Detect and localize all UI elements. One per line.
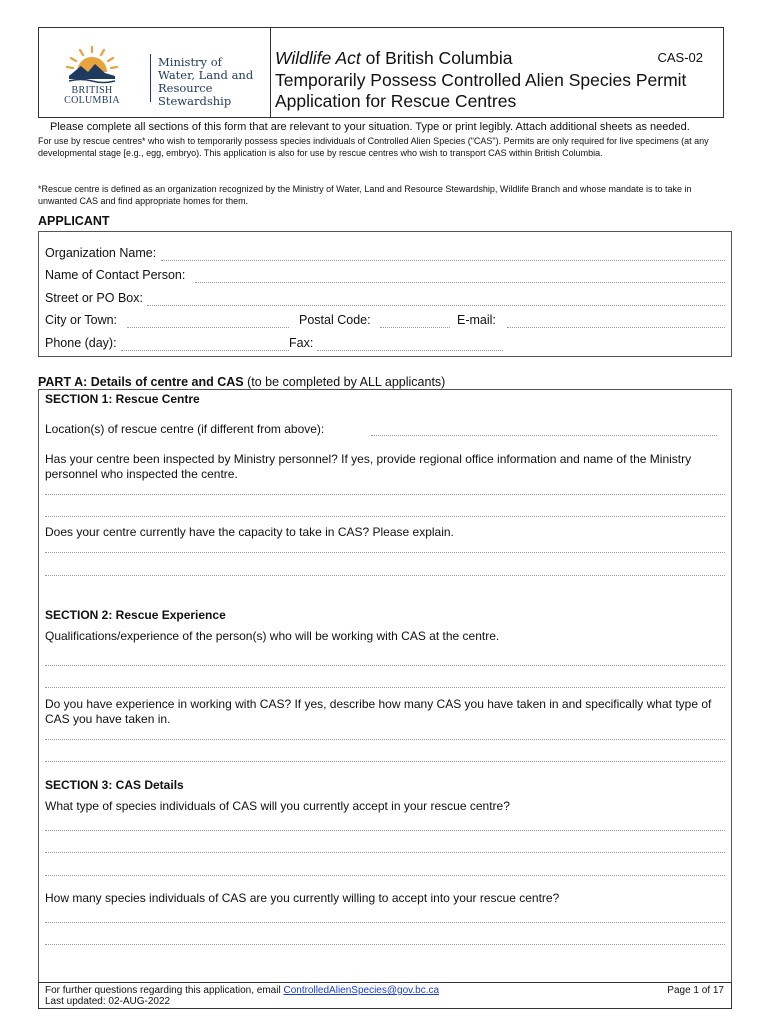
- rescue-centre-definition: *Rescue centre is defined as an organization recognized by the Ministry of Water, Land and Resource Stewardship, Wildlife Branch and whose mandate is to take in unwanted CAS and find appropriate homes for them.: [38, 184, 692, 206]
- form-title-line1: Wildlife Act of British Columbia: [275, 48, 513, 68]
- species-type-question: What type of species individuals of CAS will you currently accept in your rescue centre?: [45, 799, 510, 813]
- part-a-heading: PART A: Details of centre and CAS (to be completed by ALL applicants): [38, 375, 446, 389]
- postal-code-label: Postal Code:: [299, 313, 371, 327]
- last-updated: Last updated: 02-AUG-2022: [45, 996, 171, 1007]
- org-name-label: Organization Name:: [45, 246, 157, 260]
- qualifications-answer-line-2[interactable]: [45, 687, 725, 688]
- city-label: City or Town:: [45, 313, 118, 327]
- form-number: CAS-02: [657, 50, 703, 65]
- phone-label: Phone (day):: [45, 336, 117, 350]
- page-footer: [38, 982, 732, 1009]
- section1-heading: SECTION 1: Rescue Centre: [45, 392, 200, 406]
- applicant-box: [38, 231, 732, 357]
- species-type-answer-line-1[interactable]: [45, 830, 725, 831]
- qualifications-answer-line-1[interactable]: [45, 665, 725, 666]
- part-a-box: [38, 389, 732, 983]
- footer-contact: For further questions regarding this application, email ControlledAlienSpecies@gov.bc.ca Last updated: 02-AUG-2022: [45, 985, 440, 1007]
- ministry-name: Ministry of Water, Land and Resource Stewardship: [158, 55, 254, 108]
- street-field[interactable]: [147, 305, 725, 306]
- contact-name-field[interactable]: [195, 282, 725, 283]
- fax-field[interactable]: [317, 350, 503, 351]
- header-divider: [270, 28, 271, 117]
- email-field[interactable]: [507, 327, 725, 328]
- applicant-heading: APPLICANT: [38, 214, 110, 228]
- email-label: E-mail:: [457, 313, 496, 327]
- phone-field[interactable]: [121, 350, 289, 351]
- species-type-answer-line-2[interactable]: [45, 852, 725, 853]
- form-title-line2: Temporarily Possess Controlled Alien Species Permit: [275, 70, 687, 90]
- species-count-question: How many species individuals of CAS are you currently willing to accept into your rescue centre?: [45, 891, 560, 905]
- form-title-line3: Application for Rescue Centres: [275, 91, 517, 111]
- logo-divider: [150, 54, 151, 102]
- page-number: Page 1 of 17: [667, 985, 724, 996]
- section3-heading: SECTION 3: CAS Details: [45, 778, 184, 792]
- form-intro: For use by rescue centres* who wish to temporarily possess species individuals of Controlled Alien Species ("CAS"). Permits are only required for live specimens (at any developmental stage [e.g., egg, embryo). This application is also for use by rescue centres who wish to transport CAS within British Columbia.: [38, 136, 709, 158]
- species-count-answer-line-2[interactable]: [45, 944, 725, 945]
- cas-experience-answer-line-1[interactable]: [45, 739, 725, 740]
- cas-experience-question: Do you have experience in working with CAS? If yes, describe how many CAS you have taken in and specifically what type of CAS you have taken in.: [45, 697, 712, 726]
- form-header: [38, 27, 724, 118]
- capacity-answer-line-2[interactable]: [45, 575, 725, 576]
- inspection-answer-line-1[interactable]: [45, 494, 725, 495]
- capacity-answer-line-1[interactable]: [45, 552, 725, 553]
- section2-heading: SECTION 2: Rescue Experience: [45, 608, 226, 622]
- street-label: Street or PO Box:: [45, 291, 143, 305]
- location-field[interactable]: [371, 435, 717, 436]
- species-type-answer-line-3[interactable]: [45, 875, 725, 876]
- form-instructions: Please complete all sections of this form that are relevant to your situation. Type or print legibly. Attach additional sheets as needed.: [50, 121, 690, 133]
- cas-experience-answer-line-2[interactable]: [45, 761, 725, 762]
- species-count-answer-line-1[interactable]: [45, 922, 725, 923]
- location-question: Location(s) of rescue centre (if different from above):: [45, 422, 325, 436]
- inspection-question: Has your centre been inspected by Ministry personnel? If yes, provide regional office information and name of the Ministry personnel who inspected the centre.: [45, 452, 692, 481]
- bc-sun-mountain-icon: [61, 46, 123, 86]
- fax-label: Fax:: [289, 336, 314, 350]
- inspection-answer-line-2[interactable]: [45, 516, 725, 517]
- bc-wordmark: BRITISH COLUMBIA: [64, 85, 120, 106]
- bc-government-logo: [61, 46, 261, 108]
- postal-code-field[interactable]: [380, 327, 450, 328]
- capacity-question: Does your centre currently have the capacity to take in CAS? Please explain.: [45, 525, 454, 539]
- city-field[interactable]: [127, 327, 289, 328]
- contact-name-label: Name of Contact Person:: [45, 268, 186, 282]
- qualifications-question: Qualifications/experience of the person(s) who will be working with CAS at the centre.: [45, 629, 500, 643]
- org-name-field[interactable]: [161, 260, 725, 261]
- contact-email-link[interactable]: ControlledAlienSpecies@gov.bc.ca: [283, 985, 440, 996]
